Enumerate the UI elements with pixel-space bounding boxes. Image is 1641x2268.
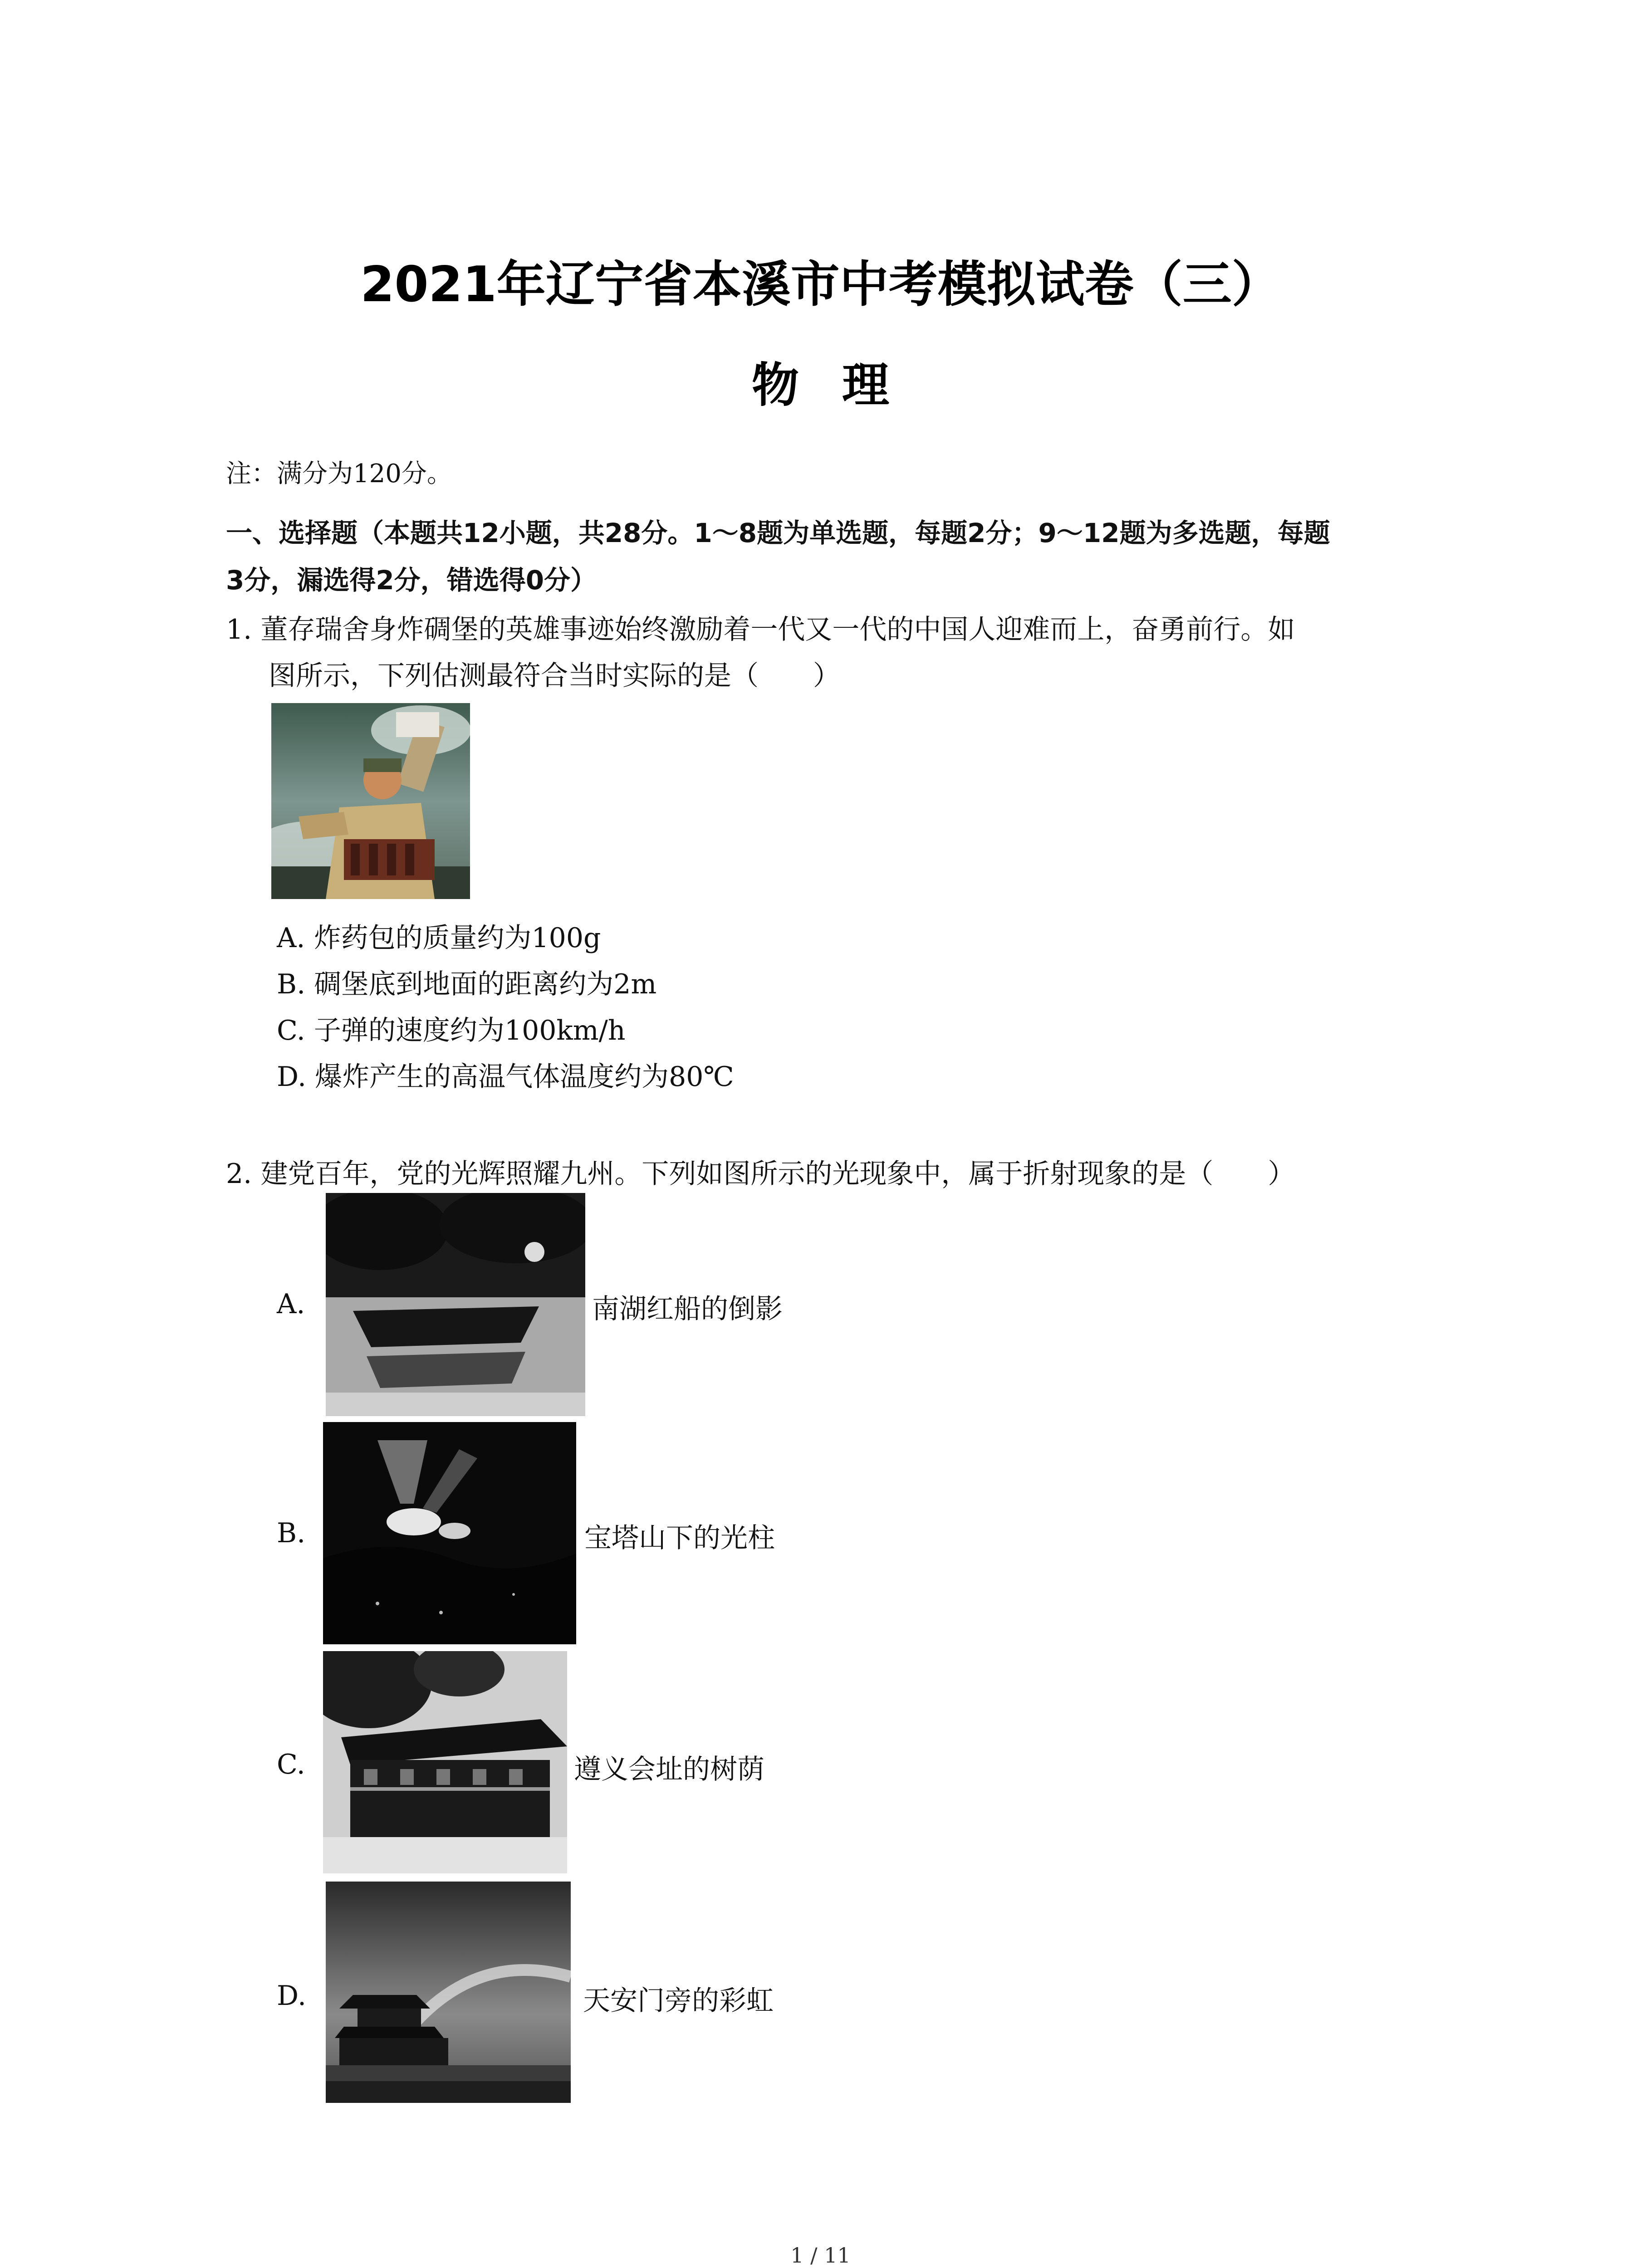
question-2-figure-b-light-pillar	[323, 1422, 576, 1644]
question-2-option-d-caption: 天安门旁的彩虹	[583, 1985, 774, 2017]
question-2-option-a-caption: 南湖红船的倒影	[592, 1293, 783, 1325]
document-title: 2021年辽宁省本溪市中考模拟试卷（三）	[360, 256, 1281, 313]
question-2-option-c-letter: C.	[277, 1749, 305, 1780]
question-1-option-a: A. 炸药包的质量约为100g	[277, 922, 601, 954]
section-heading-line-2: 3分，漏选得2分，错选得0分）	[226, 565, 597, 596]
question-1-stem-line-2: 图所示，下列估测最符合当时实际的是（ ）	[269, 660, 840, 692]
section-heading-line-1: 一、选择题（本题共12小题，共28分。1～8题为单选题，每题2分；9～12题为多选题，每题	[226, 518, 1330, 548]
question-2-stem: 2. 建党百年，党的光辉照耀九州。下列如图所示的光现象中，属于折射现象的是（ ）	[226, 1158, 1295, 1190]
question-2-figure-d-tiananmen-rainbow	[326, 1882, 571, 2103]
question-2-figure-c-zunyi-site-shade	[323, 1651, 567, 1873]
question-2-option-d-letter: D.	[277, 1980, 307, 2012]
question-1-figure-painting	[271, 703, 470, 899]
document-subject: 物理	[751, 357, 932, 413]
question-2-option-a-letter: A.	[277, 1288, 305, 1320]
question-2-option-b-letter: B.	[277, 1517, 306, 1549]
question-1-option-c: C. 子弹的速度约为100km/h	[277, 1015, 626, 1046]
page-number: 1 / 11	[790, 2243, 851, 2268]
question-1-stem-line-1: 1. 董存瑞舍身炸碉堡的英雄事迹始终激励着一代又一代的中国人迎难而上，奋勇前行。如	[226, 614, 1295, 645]
question-1-option-d: D. 爆炸产生的高温气体温度约为80℃	[277, 1061, 734, 1093]
question-2-figure-a-red-boat-reflection	[326, 1193, 585, 1416]
score-note: 注：满分为120分。	[226, 459, 452, 489]
question-2-option-b-caption: 宝塔山下的光柱	[584, 1522, 775, 1554]
question-2-option-c-caption: 遵义会址的树荫	[574, 1754, 764, 1785]
question-1-option-b: B. 碉堡底到地面的距离约为2m	[277, 968, 657, 1000]
